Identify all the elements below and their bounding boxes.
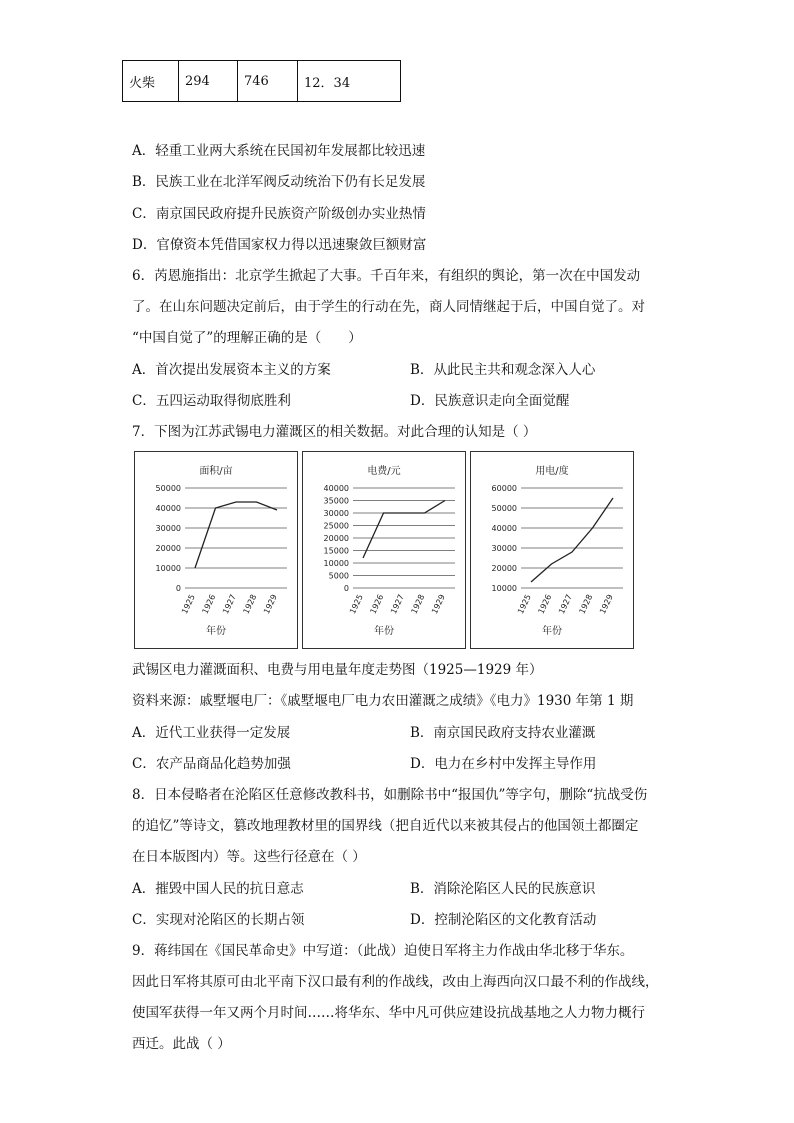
x-tick-label: 1929 xyxy=(262,593,279,616)
q7-option-b: B．南京国民政府支持农业灌溉 xyxy=(410,725,596,741)
y-tick-label: 0 xyxy=(175,584,181,593)
q8-stem-line2: 的追忆”等诗文，篡改地理教材里的国界线（把自近代以来被其侵占的他国领土都圈定 xyxy=(132,818,639,834)
chart-source: 资料来源：戚墅堰电厂：《戚墅堰电厂电力农田灌溉之成绩》《电力》1930 年第 1 期 xyxy=(132,693,634,709)
q6-option-a: A．首次提出发展资本主义的方案 xyxy=(132,362,331,378)
y-tick-label: 60000 xyxy=(491,484,517,493)
fee-chart xyxy=(303,452,465,648)
y-tick-label: 20000 xyxy=(155,544,181,553)
x-tick-label: 1927 xyxy=(221,593,238,616)
chart-title: 用电/度 xyxy=(535,466,569,477)
q8-option-a: A．摧毁中国人民的抗日意志 xyxy=(132,881,304,897)
q8-stem-line1: 8．日本侵略者在沦陷区任意修改教科书，如删除书中“报国仇”等字句，删除“抗战受伤 xyxy=(132,787,648,803)
q8-option-d: D．控制沦陷区的文化教育活动 xyxy=(410,912,597,928)
table-cell-value-1: 294 xyxy=(179,61,238,102)
q6-stem-line3: “中国自觉了”的理解正确的是（ ） xyxy=(132,330,362,346)
y-tick-label: 5000 xyxy=(328,571,349,581)
power-chart xyxy=(471,452,633,648)
chart-panel-fee xyxy=(302,451,466,649)
y-tick-label: 20000 xyxy=(323,534,349,543)
q5-option-a: A．轻重工业两大系统在民国初年发展都比较迅速 xyxy=(132,143,426,159)
y-tick-label: 50000 xyxy=(491,504,517,513)
x-tick-label: 1927 xyxy=(389,593,406,616)
area-chart xyxy=(135,452,297,648)
y-tick-label: 30000 xyxy=(491,544,517,553)
x-tick-label: 1925 xyxy=(180,593,197,616)
q6-option-d: D．民族意识走向全面觉醒 xyxy=(410,393,570,409)
q6-stem-line1: 6．芮恩施指出：北京学生掀起了大事。千百年来，有组织的舆论，第一次在中国发动 xyxy=(132,268,641,284)
y-tick-label: 25000 xyxy=(323,521,349,531)
x-tick-label: 1928 xyxy=(577,593,595,616)
x-tick-label: 1928 xyxy=(241,593,259,616)
q7-option-c: C．农产品商品化趋势加强 xyxy=(132,756,291,772)
chart-panel-area xyxy=(134,451,298,649)
table-row xyxy=(123,61,401,102)
x-axis-label: 年份 xyxy=(374,626,394,637)
y-tick-label: 35000 xyxy=(323,496,349,506)
x-tick-label: 1928 xyxy=(409,593,427,616)
series-line xyxy=(531,498,613,582)
x-tick-label: 1925 xyxy=(348,593,365,616)
chart-title: 电费/元 xyxy=(367,466,401,477)
table-cell-item: 火柴 xyxy=(123,61,179,102)
q8-option-b: B．消除沦陷区人民的民族意识 xyxy=(410,881,596,897)
y-tick-label: 20000 xyxy=(491,564,517,573)
q5-option-c: C．南京国民政府提升民族资产阶级创办实业热情 xyxy=(132,206,426,222)
x-tick-label: 1927 xyxy=(557,593,574,616)
y-tick-label: 40000 xyxy=(155,504,181,513)
q7-stem: 7．下图为江苏武锡电力灌溉区的相关数据。对此合理的认知是（ ） xyxy=(132,424,537,440)
series-line xyxy=(363,501,445,559)
q6-option-b: B．从此民主共和观念深入人心 xyxy=(410,362,596,378)
x-tick-label: 1926 xyxy=(368,593,386,616)
x-axis-label: 年份 xyxy=(542,626,562,637)
x-tick-label: 1926 xyxy=(536,593,554,616)
chart-title: 面积/亩 xyxy=(199,466,233,477)
q8-stem-line3: 在日本版图内）等。这些行径意在（ ） xyxy=(132,849,366,865)
chart-caption: 武锡区电力灌溉面积、电费与用电量年度走势图（1925—1929 年） xyxy=(132,662,543,678)
y-tick-label: 40000 xyxy=(491,524,517,533)
table-cell-value-2: 746 xyxy=(238,61,298,102)
y-tick-label: 40000 xyxy=(323,484,349,493)
q6-stem-line2: 了。在山东问题决定前后，由于学生的行动在先，商人同情继起于后，中国自觉了。对 xyxy=(132,299,645,315)
chart-panel-power xyxy=(470,451,634,649)
y-tick-label: 10000 xyxy=(323,559,349,568)
q5-option-d: D．官僚资本凭借国家权力得以迅速聚敛巨额财富 xyxy=(132,237,427,253)
y-tick-label: 30000 xyxy=(323,509,349,518)
q8-option-c: C．实现对沦陷区的长期占领 xyxy=(132,912,305,928)
series-line xyxy=(195,502,277,568)
x-tick-label: 1929 xyxy=(598,593,615,616)
x-tick-label: 1926 xyxy=(200,593,218,616)
data-table xyxy=(122,60,401,102)
q9-stem-line2: 因此日军将其原可由北平南下汉口最有利的作战线，改由上海西向汉口最不利的作战线， xyxy=(132,974,659,990)
y-tick-label: 10000 xyxy=(155,564,181,573)
x-tick-label: 1925 xyxy=(516,593,533,616)
table-cell-value-3: 12．34 xyxy=(298,61,401,102)
q9-stem-line4: 西迁。此战（ ） xyxy=(132,1036,231,1052)
q5-option-b: B．民族工业在北洋军阀反动统治下仍有长足发展 xyxy=(132,174,426,190)
x-axis-label: 年份 xyxy=(206,626,226,637)
q7-option-d: D．电力在乡村中发挥主导作用 xyxy=(410,756,597,772)
q9-stem-line3: 使国军获得一年又两个月时间……将华东、华中凡可供应建设抗战基地之人力物力概行 xyxy=(132,1005,645,1021)
q7-option-a: A．近代工业获得一定发展 xyxy=(132,725,291,741)
q6-option-c: C．五四运动取得彻底胜利 xyxy=(132,393,291,409)
y-tick-label: 15000 xyxy=(323,546,349,556)
x-tick-label: 1929 xyxy=(430,593,447,616)
y-tick-label: 0 xyxy=(343,584,349,593)
y-tick-label: 10000 xyxy=(491,584,517,593)
q9-stem-line1: 9．蒋纬国在《国民革命史》中写道：（此战）迫使日军将主力作战由华北移于华东。 xyxy=(132,943,634,959)
y-tick-label: 50000 xyxy=(155,484,181,493)
y-tick-label: 30000 xyxy=(155,524,181,533)
